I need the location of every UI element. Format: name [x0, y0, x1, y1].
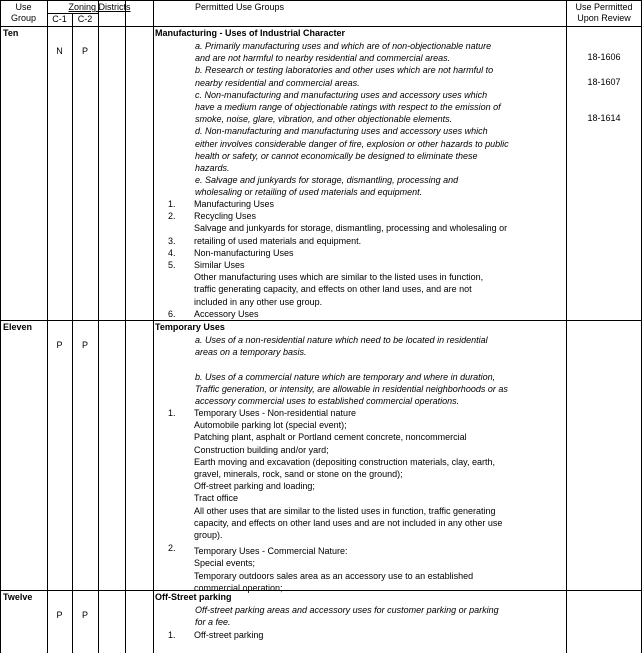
eleven-description [195, 334, 508, 407]
ten-c2-value: P [81, 46, 88, 56]
grid-line [125, 0, 126, 653]
list-item: commercial operation; [194, 582, 283, 593]
desc-line: accessory commercial uses to established commercial operations. [195, 396, 460, 407]
grid-line [0, 320, 642, 321]
list-item: group). [194, 530, 223, 541]
header-review: Use Permitted Upon Review [575, 2, 633, 23]
list-item: Tract office [194, 493, 239, 504]
header-c2: C-2 [77, 14, 93, 24]
review-ref: 18-1607 [587, 77, 621, 87]
desc-line: b. Uses of a commercial nature which are temporary and where in duration, [195, 371, 496, 382]
desc-line: health or safety, or cannot economically be designed to eliminate these [195, 150, 478, 161]
header-permitted-use-groups: Permitted Use Groups [195, 2, 285, 12]
eleven-item-numbers-2: 2. [168, 543, 176, 553]
list-item: Temporary Uses - Non-residential nature [194, 408, 357, 418]
list-item: Patching plant, asphalt or Portland cement concrete, noncommercial [194, 432, 467, 443]
desc-line: Off-street parking areas and accessory uses for customer parking or parking [195, 605, 499, 615]
twelve-items [194, 629, 263, 641]
review-ref: 18-1606 [587, 52, 621, 62]
desc-line: smoke, noise, glare, vibration, and other objectionable elements. [195, 114, 453, 125]
list-item: Recycling Uses [194, 211, 257, 222]
use-group-twelve: Twelve [3, 592, 33, 602]
ten-description [195, 40, 509, 199]
desc-line: b. Research or testing laboratories and other uses which are not harmful to [195, 65, 494, 76]
list-item: Automobile parking lot (special event); [194, 420, 347, 431]
header-zoning-districts: Zoning Districts [68, 2, 131, 12]
desc-line: c. Non-manufacturing and manufacturing uses and accessory uses which [195, 89, 488, 100]
header-use-group: Use Group [10, 2, 36, 23]
twelve-title: Off-Street parking [155, 592, 232, 602]
twelve-c2-value: P [81, 610, 88, 620]
desc-line: hazards. [195, 163, 230, 174]
grid-line [47, 0, 48, 653]
desc-line: wholesaling or retailing of used materials and equipment. [195, 187, 423, 198]
list-item: Non-manufacturing Uses [194, 247, 294, 258]
list-item: Special events; [194, 558, 256, 569]
twelve-description [195, 604, 499, 628]
list-item: Off-street parking and loading; [194, 481, 315, 492]
grid-line [72, 13, 73, 653]
grid-line [0, 0, 642, 1]
list-item: Earth moving and excavation (depositing construction materials, clay, earth, [194, 456, 495, 467]
grid-line [566, 0, 567, 653]
list-item: capacity, and effects on other land uses and are not included in any other use [194, 517, 503, 528]
desc-line: e. Salvage and junkyards for storage, dismantling, processing and [195, 175, 459, 186]
desc-line: and are not harmful to nearby residential and commercial areas. [195, 53, 451, 64]
list-item: retailing of used materials and equipment. [194, 235, 362, 246]
list-item: Manufacturing Uses [194, 199, 275, 209]
desc-line: a. Uses of a non-residential nature which need to be located in residential [195, 335, 488, 345]
header-c1: C-1 [52, 14, 67, 24]
ten-c1-value: N [56, 46, 63, 56]
list-item: Similar Uses [194, 260, 245, 271]
desc-line: Traffic generation, or intensity, are allowable in residential neighborhoods or as [195, 383, 508, 394]
grid-line [0, 0, 1, 653]
list-item: Temporary outdoors sales area as an accessory use to an established [194, 570, 474, 581]
desc-line: d. Non-manufacturing and manufacturing uses and accessory uses which [195, 126, 488, 137]
use-group-eleven: Eleven [3, 322, 33, 332]
twelve-item-numbers: 1. [168, 630, 176, 640]
list-item: Accessory Uses [194, 308, 259, 319]
grid-line [98, 0, 99, 653]
eleven-c2-value: P [81, 340, 88, 350]
desc-line: nearby residential and commercial areas. [195, 77, 360, 88]
eleven-item-numbers: 1. [168, 408, 176, 418]
list-item: traffic generating capacity, and effects on other land uses, and are not [194, 284, 472, 295]
eleven-c1-value: P [56, 340, 63, 350]
ten-item-numbers: 1. 2. 3. 4. 5. 6. [168, 199, 176, 319]
list-item: Temporary Uses - Commercial Nature: [194, 546, 348, 557]
desc-line: a. Primarily manufacturing uses and which are of non-objectionable nature [195, 41, 492, 51]
desc-line: for a fee. [195, 617, 231, 628]
review-ref: 18-1614 [587, 113, 621, 123]
eleven-items [194, 407, 502, 594]
list-item: Salvage and junkyards for storage, dismantling, processing and wholesaling or [194, 223, 508, 234]
list-item: included in any other use group. [194, 296, 323, 307]
twelve-c1-value: P [56, 610, 63, 620]
list-item: gravel, minerals, rock, sand or stone on the ground); [194, 469, 403, 480]
desc-line: either involves considerable danger of fire, explosion or other hazards to public [195, 138, 509, 149]
ten-title: Manufacturing - Uses of Industrial Character [155, 28, 346, 38]
eleven-title: Temporary Uses [155, 322, 225, 332]
use-group-ten: Ten [3, 28, 19, 38]
grid-line [641, 0, 642, 653]
desc-line: areas on a temporary basis. [195, 347, 307, 358]
desc-line: have a medium range of objectionable ratings with respect to the emission of [195, 102, 501, 113]
list-item: Off-street parking [194, 630, 264, 640]
grid-line [0, 26, 642, 27]
ten-items [194, 198, 507, 320]
list-item: Other manufacturing uses which are similar to the listed uses in function, [194, 272, 484, 283]
grid-line [153, 0, 154, 653]
list-item: All other uses that are similar to the listed uses in function, traffic generating [194, 505, 496, 516]
list-item: Construction building and/or yard; [194, 444, 329, 455]
